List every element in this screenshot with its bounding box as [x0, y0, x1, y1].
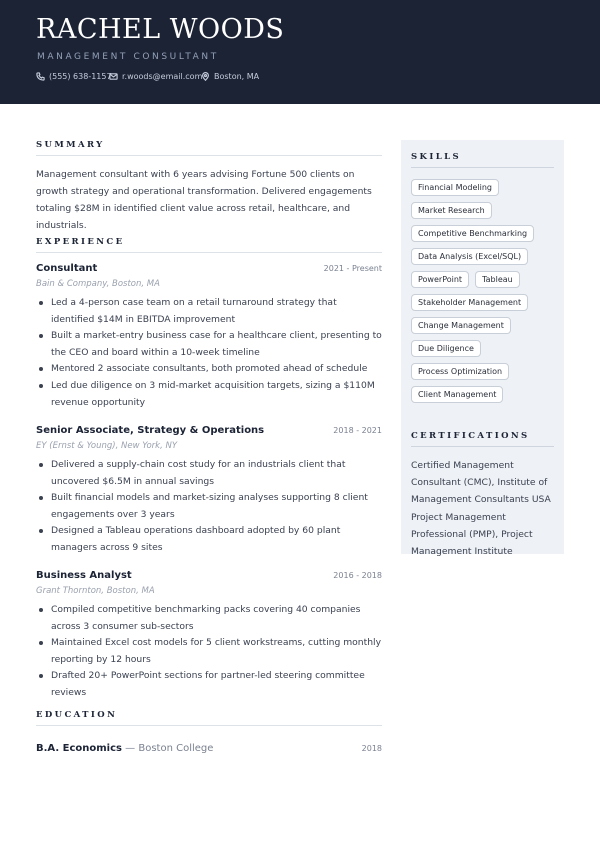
job-organization: EY (Ernst & Young), New York, NY [36, 441, 178, 451]
candidate-role: MANAGEMENT CONSULTANT [37, 52, 219, 62]
summary-section [36, 140, 382, 234]
job-entry [36, 263, 382, 411]
summary-heading: SUMMARY [36, 140, 382, 156]
job-bullet: Built a market-entry business case for a healthcare client, presenting to the CEO and board within a 10-week timeline [36, 328, 382, 361]
skill-tag: Tableau [475, 271, 520, 288]
phone-icon [36, 72, 45, 81]
skill-tag: PowerPoint [411, 271, 469, 288]
contact-location [201, 72, 259, 81]
education-school: Boston College [138, 743, 214, 754]
job-bullet: Maintained Excel cost models for 5 client workstreams, cutting monthly reporting by 12 hours [36, 635, 382, 668]
candidate-name: RACHEL WOODS [36, 14, 285, 45]
education-degree: B.A. Economics [36, 743, 122, 754]
experience-heading: EXPERIENCE [36, 237, 382, 253]
skill-tag: Change Management [411, 317, 511, 334]
job-bullet: Mentored 2 associate consultants, both promoted ahead of schedule [36, 361, 382, 378]
job-entry [36, 570, 382, 702]
job-title: Business Analyst [36, 570, 132, 581]
job-organization: Bain & Company, Boston, MA [36, 279, 160, 289]
phone-text: (555) 638-1157 [49, 72, 112, 81]
job-bullets [36, 602, 382, 702]
map-pin-icon [201, 72, 210, 81]
certifications-text: Certified Management Consultant (CMC), Institute of Management Consultants USA Project Management Professional (PMP), Project Management Institute [411, 460, 551, 558]
location-text: Boston, MA [214, 72, 260, 81]
sidebar [401, 140, 564, 558]
skill-tag: Client Management [411, 386, 503, 403]
job-bullets [36, 295, 382, 411]
skills-heading: SKILLS [411, 152, 554, 168]
resume-header [0, 0, 600, 104]
contact-email [109, 72, 202, 81]
job-bullet: Compiled competitive benchmarking packs covering 40 companies across 3 consumer sub-sectors [36, 602, 382, 635]
education-separator: — [121, 743, 139, 754]
experience-section [36, 237, 382, 253]
skill-tag: Data Analysis (Excel/SQL) [411, 248, 528, 265]
job-title: Consultant [36, 263, 98, 274]
job-organization: Grant Thornton, Boston, MA [36, 586, 155, 596]
skill-tag: Competitive Benchmarking [411, 225, 534, 242]
skill-tag: Stakeholder Management [411, 294, 528, 311]
certifications-heading: CERTIFICATIONS [411, 431, 554, 447]
skill-tag: Process Optimization [411, 363, 509, 380]
envelope-icon [109, 72, 118, 81]
main-column [36, 140, 382, 754]
job-bullet: Led due diligence on 3 mid-market acquisition targets, sizing a $110M revenue opportunity [36, 378, 382, 411]
job-entry [36, 425, 382, 557]
job-bullet: Built financial models and market-sizing analyses supporting 8 client engagements over 3 years [36, 490, 382, 523]
job-bullet: Drafted 20+ PowerPoint sections for partner-led steering committee reviews [36, 668, 382, 701]
job-dates: 2016 - 2018 [333, 571, 382, 580]
email-text: r.woods@email.com [122, 72, 203, 81]
skill-tag: Due Diligence [411, 340, 481, 357]
education-heading: EDUCATION [36, 710, 382, 726]
contact-phone [36, 72, 112, 81]
job-bullet: Delivered a supply-chain cost study for an industrials client that uncovered $6.5M in annual savings [36, 457, 382, 490]
job-bullets [36, 457, 382, 557]
job-dates: 2018 - 2021 [333, 426, 382, 435]
education-year: 2018 [361, 744, 382, 753]
job-bullet: Designed a Tableau operations dashboard adopted by 60 plant managers across 9 sites [36, 523, 382, 556]
skills-list [411, 179, 554, 403]
job-title: Senior Associate, Strategy & Operations [36, 425, 265, 436]
job-dates: 2021 - Present [323, 264, 382, 273]
education-section [36, 710, 382, 755]
summary-text: Management consultant with 6 years advising Fortune 500 clients on growth strategy and operational transformation. Delivered engagements totaling $28M in identified client value across retail, healthcare, and industrials. [36, 169, 372, 231]
skill-tag: Financial Modeling [411, 179, 499, 196]
skill-tag: Market Research [411, 202, 492, 219]
job-bullet: Led a 4-person case team on a retail turnaround strategy that identified $14M in EBITDA improvement [36, 295, 382, 328]
